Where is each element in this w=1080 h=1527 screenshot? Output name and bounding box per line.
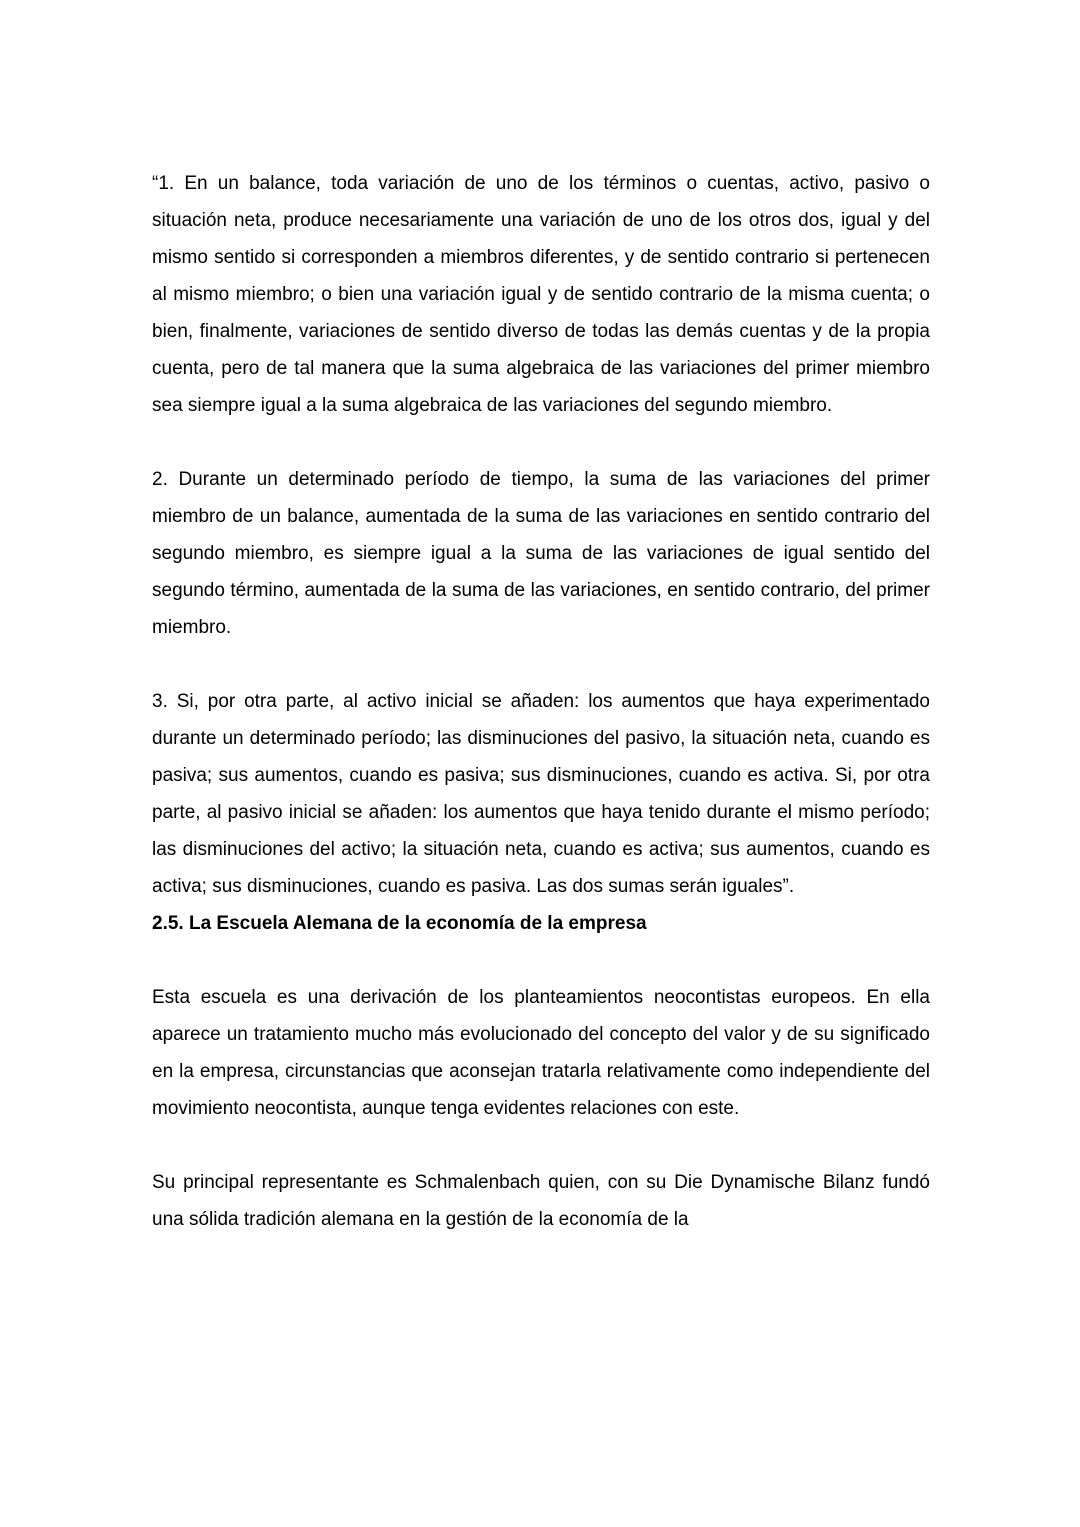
section-heading: 2.5. La Escuela Alemana de la economía de la empresa: [152, 913, 647, 934]
paragraph: 2. Durante un determinado período de tiempo, la suma de las variaciones del primer miembro de un balance, aumentada de la suma de las variaciones en sentido contrario del segundo miembro, es siempre igual a la suma de las variaciones de igual sentido del segundo término, aumentada de la suma de las variaciones, en sentido contrario, del primer miembro.: [152, 469, 930, 638]
paragraph: Su principal representante es Schmalenbach quien, con su Die Dynamische Bilanz fundó una sólida tradición alemana en la gestión de la economía de la: [152, 1172, 930, 1230]
paragraph: Esta escuela es una derivación de los planteamientos neocontistas europeos. En ella aparece un tratamiento mucho más evolucionado del concepto del valor y de su significado en la empresa, circunstancias que aconsejan tratarla relativamente como independiente del movimiento neocontista, aunque tenga evidentes relaciones con este.: [152, 987, 930, 1119]
paragraph: 3. Si, por otra parte, al activo inicial se añaden: los aumentos que haya experimentado durante un determinado período; las disminuciones del pasivo, la situación neta, cuando es pasiva; sus aumentos, cuando es pasiva; sus disminuciones, cuando es activa. Si, por otra parte, al pasivo inicial se añaden: los aumentos que haya tenido durante el mismo período; las disminuciones del activo; la situación neta, cuando es activa; sus aumentos, cuando es activa; sus disminuciones, cuando es pasiva. Las dos sumas serán iguales”.: [152, 691, 930, 897]
paragraph: “1. En un balance, toda variación de uno de los términos o cuentas, activo, pasivo o situación neta, produce necesariamente una variación de uno de los otros dos, igual y del mismo sentido si corresponden a miembros diferentes, y de sentido contrario si pertenecen al mismo miembro; o bien una variación igual y de sentido contrario de la misma cuenta; o bien, finalmente, variaciones de sentido diverso de todas las demás cuentas y de la propia cuenta, pero de tal manera que la suma algebraica de las variaciones del primer miembro sea siempre igual a la suma algebraica de las variaciones del segundo miembro.: [152, 173, 930, 416]
